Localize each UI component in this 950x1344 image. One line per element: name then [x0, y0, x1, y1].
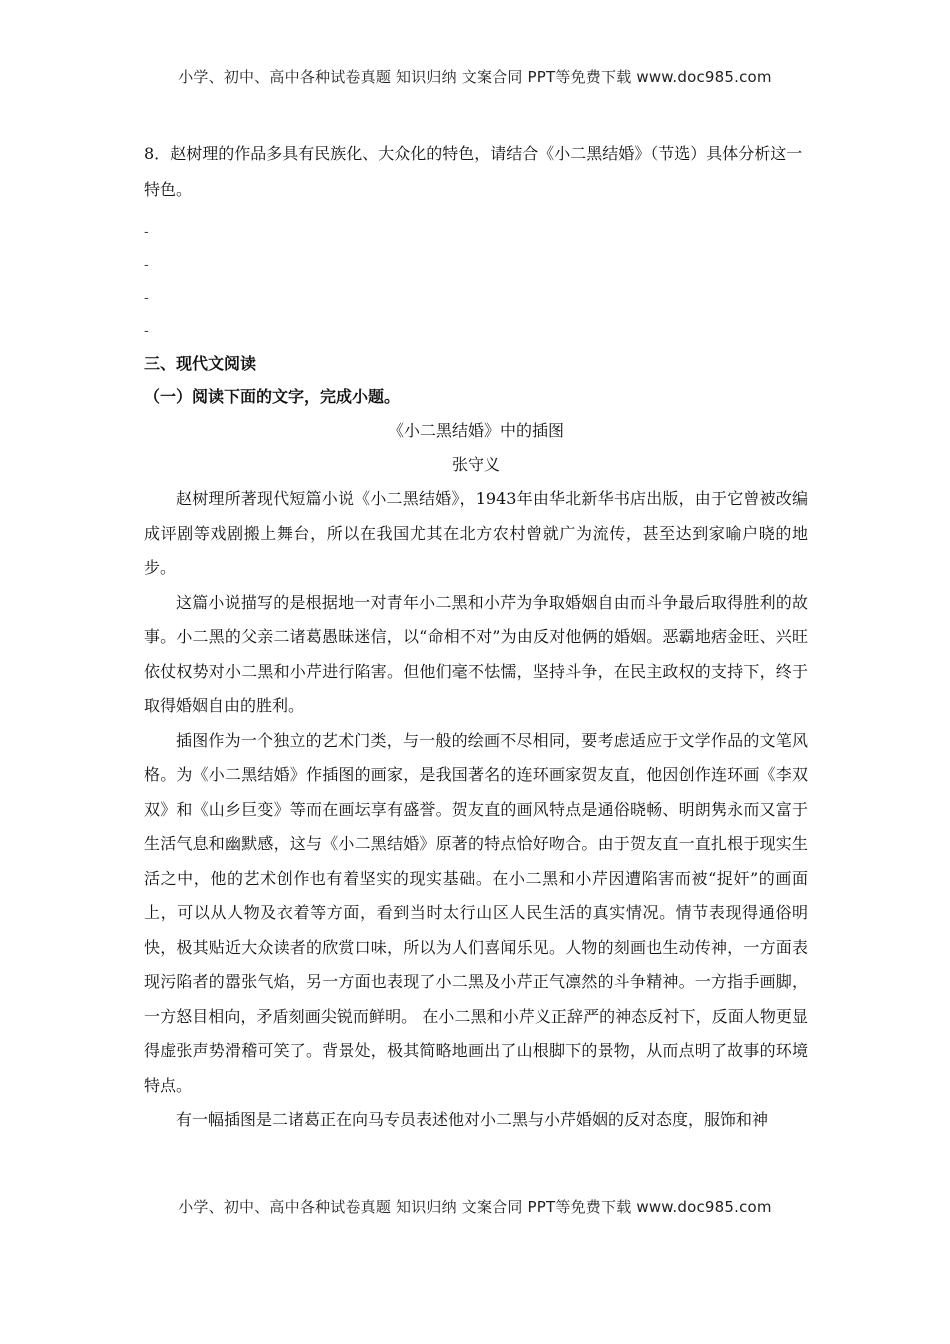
question-text: 赵树理的作品多具有民族化、大众化的特色，请结合《小二黑结婚》（节选）具体分析这一特色。 — [144, 144, 803, 199]
page-header: 小学、初中、高中各种试卷真题 知识归纳 文案合同 PPT等免费下载 www.doc985.com — [178, 68, 772, 86]
page-footer: 小学、初中、高中各种试卷真题 知识归纳 文案合同 PPT等免费下载 www.doc985.com — [178, 1198, 772, 1216]
question-number: 8． — [144, 144, 171, 163]
answer-line: - — [144, 257, 149, 273]
article-paragraph: 这篇小说描写的是根据地一对青年小二黑和小芹为争取婚姻自由而斗争最后取得胜利的故事。小二黑的父亲二诸葛愚昧迷信，以“命相不对”为由反对他俩的婚姻。恶霸地痞金旺、兴旺依仗权势对小二黑和小芹进行陷害。但他们毫不怯懦，坚持斗争，在民主政权的支持下，终于取得婚姻自由的胜利。 — [144, 592, 808, 715]
question-8 — [144, 136, 808, 208]
answer-area — [144, 216, 808, 348]
article-paragraph: 赵树理所著现代短篇小说《小二黑结婚》，1943年由华北新华书店出版，由于它曾被改编成评剧等戏剧搬上舞台，所以在我国尤其在北方农村曾就广为流传，甚至达到家喻户晓的地步。 — [144, 489, 808, 577]
answer-line: - — [144, 224, 149, 240]
article-paragraph: 插图作为一个独立的艺术门类，与一般的绘画不尽相同，要考虑适应于文学作品的文笔风格。为《小二黑结婚》作插图的画家，是我国著名的连环画家贺友直，他因创作连环画《李双双》和《山乡巨变》等而在画坛享有盛誉。贺友直的画风特点是通俗晓畅、明朗隽永而又富于生活气息和幽默感，这与《小二黑结婚》原著的特点恰好吻合。由于贺友直一直扎根于现实生活之中，他的艺术创作也有着坚实的现实基础。在小二黑和小芹因遭陷害而被“捉奸”的画面上，可以从人物及衣着等方面，看到当时太行山区人民生活的真实情况。情节表现得通俗明快，极其贴近大众读者的欣赏口味，所以为人们喜闻乐见。人物的刻画也生动传神，一方面表现污陷者的嚣张气焰，另一方面也表现了小二黑及小芹正气凛然的斗争精神。一方指手画脚，一方怒目相向，矛盾刻画尖锐而鲜明。 在小二黑和小芹义正辞严的神态反衬下，反面人物更显得虚张声势滑稽可笑了。背景处，极其简略地画出了山根脚下的景物，从而点明了故事的环境特点。 — [144, 730, 808, 1095]
sub-heading: （一）阅读下面的文字，完成小题。 — [144, 387, 401, 406]
article-author: 张守义 — [451, 455, 500, 474]
document-body — [144, 136, 808, 1138]
article-paragraph: 有一幅插图是二诸葛正在向马专员表述他对小二黑与小芹婚姻的反对态度，服饰和神 — [176, 1110, 769, 1129]
article-title: 《小二黑结婚》中的插图 — [387, 421, 564, 440]
section-heading: 三、现代文阅读 — [144, 354, 257, 373]
answer-line: - — [144, 290, 149, 306]
answer-line: - — [144, 323, 149, 339]
